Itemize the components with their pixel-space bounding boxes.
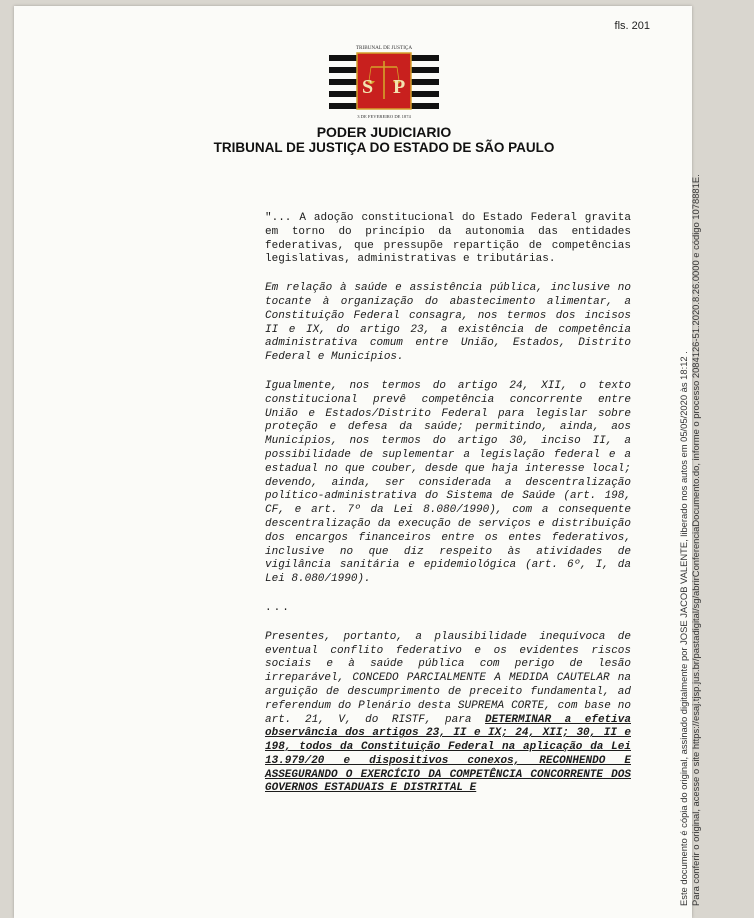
paragraph-4-determination: DETERMINAR a efetiva observância dos artigos 23, II e IX; 24, XII; 30, II e 198, todos da Constituição Federal na aplicação da Lei 13.979/20 e dispositivos conexos, RECONHENDO E ASSEGURANDO O EXERCÍCIO DA COMPETÊNCIA CONCORRENTE DOS GOVERNOS ESTADUAIS E DISTRITAL E [265, 713, 631, 795]
stamp-line-1: Este documento é cópia do original, assinado digitalmente por JOSE JACOB VALENTE, liberado nos autos em 05/05/2020 às 18:12 . [678, 351, 689, 906]
document-page [14, 6, 701, 918]
paragraph-1: "... A adoção constitucional do Estado Federal gravita em torno do princípio da autonomia das entidades federativas, que pressupõe repartição de competências legislativas, administrativas e tributárias. [265, 212, 631, 266]
seal-letter-s: S [362, 76, 374, 98]
court-seal [329, 41, 439, 121]
quoted-decision [265, 212, 631, 811]
seal-bottom-text: 3 DE FEVEREIRO DE 1874 [357, 114, 411, 119]
digital-signature-stamp [678, 174, 702, 906]
paragraph-4-intro: Presentes, portanto, a plausibilidade inequívoca de eventual conflito federativo e os evidentes riscos sociais e à saúde pública com perigo de lesão irreparável, CONCEDO PARCIALMENTE A MEDIDA CAUTELAR na arguição de descumprimento de preceito fundamental, ad referendum do Plenário desta SUPREMA CORTE, com base no art. 21, V, do RISTF, para [265, 630, 631, 726]
page-number: fls. 201 [614, 20, 650, 32]
seal-letter-p: P [393, 76, 406, 98]
seal-top-text: TRIBUNAL DE JUSTIÇA [355, 45, 413, 51]
paragraph-3: Igualmente, nos termos do artigo 24, XII, o texto constitucional prevê competência concorrente entre União e Estados/Distrito Federal para legislar sobre proteção e defesa da saúde; permitindo, ainda, aos Municípios, nos termos do artigo 30, inciso II, a possibilidade de suplementar a legislação federal e a estadual no que couber, desde que haja interesse local; devendo, ainda, ser considerada a descentralização político-administrativa do Sistema de Saúde (art. 198, CF, e art. 7º da Lei 8.080/1990), com a consequente descentralização da execução de serviços e distribuição dos encargos financeiros entre os entes federativos, inclusive no que diz respeito às atividades de vigilância sanitária e epidemiológica (art. 6º, I, da Lei 8.080/1990). [265, 379, 631, 586]
paragraph-2: Em relação à saúde e assistência pública, inclusive no tocante à organização do abastecimento alimentar, a Constituição Federal consagra, nos termos dos incisos II e IX, do artigo 23, a existência de competência administrativa comum entre União, Estados, Distrito Federal e Municípios. [265, 282, 631, 364]
court-name-title: TRIBUNAL DE JUSTIÇA DO ESTADO DE SÃO PAULO [213, 140, 555, 155]
court-branch-title: PODER JUDICIARIO [316, 124, 452, 140]
paragraph-4 [265, 631, 631, 797]
stamp-line-2: Para conferir o original, acesse o site https://esaj.tjsp.jus.br/pastadigital/sg/abrirConferenciaDocumento.do, informe o processo 2084126-51.2020.8.26.0000 e código 1078881E. [690, 174, 701, 906]
ellipsis: ... [265, 601, 291, 614]
